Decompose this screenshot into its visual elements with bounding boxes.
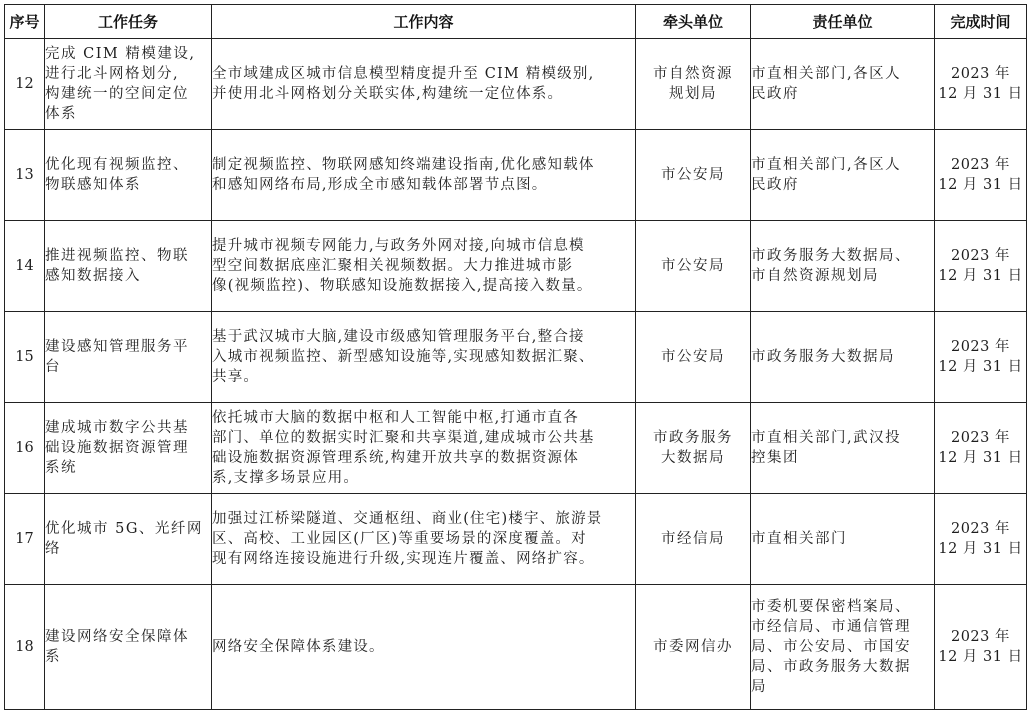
content-cell-line: 全市域建成区城市信息模型精度提升至 CIM 精模级别, — [212, 66, 595, 82]
content-cell-line: 制定视频监控、物联网感知终端建设指南,优化感知载体 — [212, 157, 595, 173]
table-row — [5, 494, 1027, 585]
lead-unit-cell — [636, 585, 751, 710]
deadline-cell-line: 2023 年 — [950, 339, 1010, 355]
lead-unit-cell — [636, 221, 751, 312]
lead-unit-cell — [636, 130, 751, 221]
table-row — [5, 130, 1027, 221]
responsible-unit-cell — [751, 585, 935, 710]
content-cell — [212, 494, 636, 585]
content-cell-line: 区、高校、工业园区(厂区)等重要场景的深度覆盖。对 — [212, 531, 587, 547]
header-lead-unit: 牵头单位 — [636, 5, 751, 39]
responsible-unit-cell-line: 民政府 — [751, 177, 799, 193]
responsible-unit-cell-line: 控集团 — [751, 450, 799, 466]
responsible-unit-cell — [751, 312, 935, 403]
deadline-cell-line: 12 月 31 日 — [938, 268, 1023, 284]
responsible-unit-cell — [751, 39, 935, 130]
row-number: 13 — [5, 130, 45, 221]
task-cell-line: 系 — [45, 649, 61, 665]
task-cell — [45, 312, 212, 403]
content-cell-line: 和感知网络布局,形成全市感知载体部署节点图。 — [212, 177, 548, 193]
task-cell-line: 推进视频监控、物联 — [45, 248, 189, 264]
deadline-cell-line: 12 月 31 日 — [938, 177, 1023, 193]
table-row — [5, 585, 1027, 710]
responsible-unit-cell-line: 局 — [751, 679, 767, 695]
table-header-row — [5, 5, 1027, 39]
responsible-unit-cell — [751, 130, 935, 221]
deadline-cell-line: 12 月 31 日 — [938, 541, 1023, 557]
content-cell — [212, 130, 636, 221]
task-cell — [45, 494, 212, 585]
task-cell — [45, 39, 212, 130]
task-cell-line: 系统 — [45, 460, 77, 476]
task-cell-line: 建设网络安全保障体 — [45, 629, 189, 645]
lead-unit-cell-line: 市公安局 — [661, 349, 725, 365]
deadline-cell-line: 2023 年 — [950, 521, 1010, 537]
task-table — [4, 4, 1027, 710]
table-row — [5, 312, 1027, 403]
responsible-unit-cell — [751, 494, 935, 585]
responsible-unit-cell-line: 市直相关部门 — [751, 531, 847, 547]
content-cell-line: 像(视频监控)、物联感知设施数据接入,提高接入数量。 — [212, 278, 593, 294]
content-cell-line: 现有网络连接设施进行升级,实现连片覆盖、网络扩容。 — [212, 551, 595, 567]
deadline-cell-line: 2023 年 — [950, 66, 1010, 82]
responsible-unit-cell-line: 市直相关部门,各区人 — [751, 157, 902, 173]
lead-unit-cell-line: 规划局 — [669, 86, 717, 102]
deadline-cell — [935, 494, 1027, 585]
task-cell-line: 体系 — [45, 106, 77, 122]
deadline-cell-line: 12 月 31 日 — [938, 649, 1023, 665]
lead-unit-cell-line: 市委网信办 — [653, 639, 733, 655]
table-body — [5, 39, 1027, 710]
responsible-unit-cell-line: 市直相关部门,各区人 — [751, 66, 902, 82]
task-cell-line: 完成 CIM 精模建设, — [45, 46, 196, 62]
deadline-cell-line: 2023 年 — [950, 629, 1010, 645]
deadline-cell-line: 2023 年 — [950, 248, 1010, 264]
responsible-unit-cell-line: 局、市政务服务大数据 — [751, 659, 911, 675]
task-cell-line: 台 — [45, 359, 61, 375]
deadline-cell-line: 12 月 31 日 — [938, 450, 1023, 466]
row-number: 14 — [5, 221, 45, 312]
header-content: 工作内容 — [212, 5, 636, 39]
responsible-unit-cell-line: 民政府 — [751, 86, 799, 102]
content-cell-line: 部门、单位的数据实时汇聚和共享渠道,建成城市公共基 — [212, 430, 595, 446]
content-cell-line: 提升城市视频专网能力,与政务外网对接,向城市信息模 — [212, 238, 585, 254]
responsible-unit-cell-line: 市政务服务大数据局、 — [751, 248, 911, 264]
header-task: 工作任务 — [45, 5, 212, 39]
deadline-cell — [935, 39, 1027, 130]
lead-unit-cell — [636, 39, 751, 130]
content-cell — [212, 39, 636, 130]
lead-unit-cell — [636, 312, 751, 403]
lead-unit-cell-line: 市政务服务 — [653, 430, 733, 446]
content-cell — [212, 221, 636, 312]
lead-unit-cell-line: 大数据局 — [661, 450, 725, 466]
table-row — [5, 403, 1027, 494]
table-row — [5, 221, 1027, 312]
task-cell-line: 进行北斗网格划分, — [45, 66, 180, 82]
content-cell — [212, 312, 636, 403]
lead-unit-cell-line: 市经信局 — [661, 531, 725, 547]
task-cell — [45, 403, 212, 494]
responsible-unit-cell-line: 市政务服务大数据局 — [751, 349, 895, 365]
deadline-cell — [935, 403, 1027, 494]
content-cell-line: 依托城市大脑的数据中枢和人工智能中枢,打通市直各 — [212, 410, 579, 426]
task-cell-line: 优化现有视频监控、 — [45, 157, 189, 173]
task-cell — [45, 585, 212, 710]
content-cell-line: 网络安全保障体系建设。 — [212, 639, 385, 655]
responsible-unit-cell-line: 局、市公安局、市国安 — [751, 639, 911, 655]
deadline-cell-line: 12 月 31 日 — [938, 359, 1023, 375]
deadline-cell — [935, 221, 1027, 312]
content-cell-line: 基于武汉城市大脑,建设市级感知管理服务平台,整合接 — [212, 329, 585, 345]
row-number: 12 — [5, 39, 45, 130]
task-cell-line: 构建统一的空间定位 — [45, 86, 189, 102]
content-cell-line: 加强过江桥梁隧道、交通枢纽、商业(住宅)楼宇、旅游景 — [212, 511, 603, 527]
row-number: 18 — [5, 585, 45, 710]
content-cell-line: 系,支撑多场景应用。 — [212, 470, 360, 486]
responsible-unit-cell-line: 市直相关部门,武汉投 — [751, 430, 902, 446]
responsible-unit-cell — [751, 221, 935, 312]
deadline-cell — [935, 585, 1027, 710]
content-cell-line: 础设施数据资源管理系统,构建开放共享的数据资源体 — [212, 450, 579, 466]
lead-unit-cell — [636, 403, 751, 494]
deadline-cell-line: 2023 年 — [950, 157, 1010, 173]
row-number: 17 — [5, 494, 45, 585]
lead-unit-cell-line: 市自然资源 — [653, 66, 733, 82]
content-cell-line: 并使用北斗网格划分关联实体,构建统一定位体系。 — [212, 86, 564, 102]
row-number: 16 — [5, 403, 45, 494]
responsible-unit-cell — [751, 403, 935, 494]
task-cell-line: 础设施数据资源管理 — [45, 440, 189, 456]
task-cell — [45, 130, 212, 221]
lead-unit-cell-line: 市公安局 — [661, 258, 725, 274]
content-cell — [212, 403, 636, 494]
header-deadline: 完成时间 — [935, 5, 1027, 39]
lead-unit-cell-line: 市公安局 — [661, 167, 725, 183]
task-cell-line: 建设感知管理服务平 — [45, 339, 189, 355]
header-no: 序号 — [5, 5, 45, 39]
task-cell-line: 感知数据接入 — [45, 268, 141, 284]
content-cell-line: 共享。 — [212, 369, 260, 385]
responsible-unit-cell-line: 市经信局、市通信管理 — [751, 619, 911, 635]
content-cell-line: 入城市视频监控、新型感知设施等,实现感知数据汇聚、 — [212, 349, 595, 365]
task-cell-line: 建成城市数字公共基 — [45, 420, 189, 436]
header-responsible-unit: 责任单位 — [751, 5, 935, 39]
row-number: 15 — [5, 312, 45, 403]
deadline-cell-line: 2023 年 — [950, 430, 1010, 446]
deadline-cell-line: 12 月 31 日 — [938, 86, 1023, 102]
task-cell-line: 物联感知体系 — [45, 177, 141, 193]
deadline-cell — [935, 130, 1027, 221]
responsible-unit-cell-line: 市自然资源规划局 — [751, 268, 879, 284]
responsible-unit-cell-line: 市委机要保密档案局、 — [751, 599, 911, 615]
task-cell-line: 络 — [45, 541, 61, 557]
deadline-cell — [935, 312, 1027, 403]
task-cell — [45, 221, 212, 312]
content-cell-line: 型空间数据底座汇聚相关视频数据。大力推进城市影 — [212, 258, 574, 274]
content-cell — [212, 585, 636, 710]
table-row — [5, 39, 1027, 130]
lead-unit-cell — [636, 494, 751, 585]
task-cell-line: 优化城市 5G、光纤网 — [45, 521, 203, 537]
